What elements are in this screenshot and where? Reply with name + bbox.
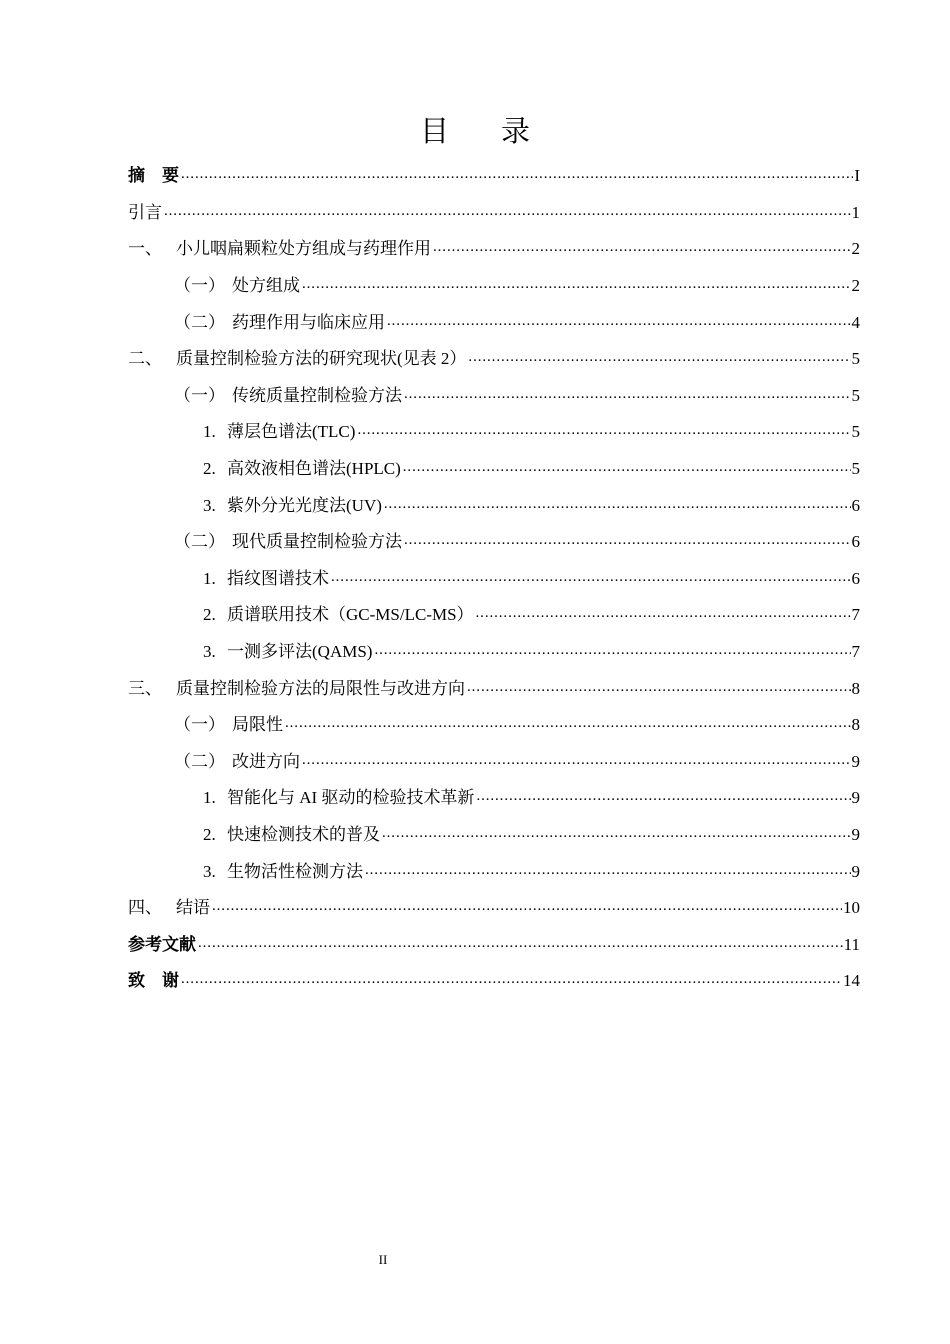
toc-entry-text: 快速检测技术的普及 — [227, 824, 380, 844]
toc-leader-dots — [384, 496, 851, 516]
page-title — [0, 114, 950, 150]
toc-entry[interactable] — [128, 597, 860, 634]
toc-entry[interactable] — [128, 304, 860, 341]
toc-entry-number: 2. — [203, 605, 216, 625]
toc-entry-label — [174, 752, 301, 772]
toc-leader-dots — [198, 935, 843, 955]
toc-entry-number: 1. — [203, 422, 216, 442]
toc-entry-label — [203, 459, 402, 479]
toc-entry-label — [174, 715, 284, 735]
toc-entry-number: 三、 — [128, 678, 162, 698]
toc-entry-page: 2 — [851, 276, 860, 296]
toc-entry-page: 11 — [843, 934, 860, 954]
toc-entry-label — [203, 605, 475, 625]
toc-entry-label — [128, 239, 432, 259]
toc-entry[interactable] — [128, 890, 860, 927]
toc-leader-dots — [181, 166, 853, 186]
toc-entry-number: 2. — [203, 824, 216, 844]
toc-entry-number: （二） — [174, 751, 225, 771]
toc-entry-page: 8 — [851, 678, 860, 698]
toc-entry-page: 4 — [851, 312, 860, 332]
toc-entry-page: 6 — [851, 532, 860, 552]
toc-leader-dots — [374, 642, 850, 662]
toc-entry-label — [203, 862, 364, 882]
toc-entry[interactable] — [128, 158, 860, 195]
toc-leader-dots — [382, 825, 851, 845]
toc-entry-text: 指纹图谱技术 — [227, 568, 329, 588]
toc-leader-dots — [331, 569, 851, 589]
toc-entry-page: 5 — [851, 422, 860, 442]
toc-entry-page: 7 — [851, 605, 860, 625]
toc-entry-label — [203, 496, 383, 516]
toc-entry-text: 质量控制检验方法的研究现状(见表 2） — [176, 349, 467, 369]
toc-entry-number: 1. — [203, 568, 216, 588]
toc-entry-label — [203, 569, 330, 589]
toc-entry-label — [203, 788, 475, 808]
toc-entry-page: 9 — [851, 824, 860, 844]
toc-leader-dots — [285, 715, 851, 735]
toc-entry[interactable] — [128, 561, 860, 598]
toc-entry-text: 摘 要 — [128, 166, 179, 186]
toc-entry[interactable] — [128, 231, 860, 268]
toc-entry-label — [128, 971, 180, 991]
toc-entry-text: 小儿咽扁颗粒处方组成与药理作用 — [176, 239, 431, 259]
toc-entry-number: 3. — [203, 495, 216, 515]
toc-entry-label — [128, 935, 197, 955]
toc-entry-page: 5 — [851, 349, 860, 369]
toc-entry-label — [128, 679, 466, 699]
table-of-contents — [128, 158, 860, 1000]
toc-entry-text: 处方组成 — [232, 276, 300, 296]
toc-entry-text: 现代质量控制检验方法 — [232, 532, 402, 552]
toc-entry-label — [203, 642, 373, 662]
toc-entry-page: 14 — [843, 971, 860, 991]
toc-entry-number: 二、 — [128, 349, 162, 369]
toc-entry-page: 9 — [851, 751, 860, 771]
toc-entry[interactable] — [128, 780, 860, 817]
toc-entry-text: 药理作用与临床应用 — [232, 312, 385, 332]
toc-leader-dots — [387, 313, 851, 333]
toc-entry-number: （二） — [174, 312, 225, 332]
toc-leader-dots — [476, 605, 851, 625]
toc-entry-page: 8 — [851, 715, 860, 735]
toc-leader-dots — [164, 203, 851, 223]
toc-entry[interactable] — [128, 451, 860, 488]
toc-entry-text: 生物活性检测方法 — [227, 861, 363, 881]
toc-entry-label — [174, 276, 301, 296]
toc-entry-page: 5 — [851, 385, 860, 405]
toc-leader-dots — [212, 898, 842, 918]
title-char-1: 目 — [419, 116, 449, 148]
toc-leader-dots — [365, 862, 851, 882]
toc-entry-page: 5 — [851, 459, 860, 479]
toc-entry-page: 7 — [851, 642, 860, 662]
toc-entry-text: 传统质量控制检验方法 — [232, 385, 402, 405]
toc-leader-dots — [476, 788, 850, 808]
toc-entry[interactable] — [128, 817, 860, 854]
toc-entry-number: （二） — [174, 532, 225, 552]
toc-leader-dots — [404, 532, 851, 552]
toc-entry-text: 结语 — [176, 898, 210, 918]
toc-leader-dots — [302, 752, 851, 772]
toc-entry-number: （一） — [174, 385, 225, 405]
toc-entry-page: I — [854, 166, 860, 186]
toc-entry-number: 2. — [203, 459, 216, 479]
toc-entry[interactable] — [128, 341, 860, 378]
toc-entry-label — [128, 166, 180, 186]
toc-entry-page: 10 — [843, 898, 860, 918]
toc-entry-label — [174, 532, 403, 552]
toc-entry[interactable] — [128, 853, 860, 890]
toc-leader-dots — [357, 422, 850, 442]
toc-entry[interactable] — [128, 195, 860, 232]
toc-entry-text: 高效液相色谱法(HPLC) — [227, 459, 401, 479]
title-char-2: 录 — [501, 116, 531, 148]
toc-entry-number: （一） — [174, 715, 225, 735]
toc-entry-number: （一） — [174, 276, 225, 296]
toc-entry-page: 6 — [851, 568, 860, 588]
toc-leader-dots — [467, 679, 851, 699]
toc-entry-text: 致 谢 — [128, 971, 179, 991]
toc-leader-dots — [468, 349, 850, 369]
toc-entry-text: 改进方向 — [232, 751, 300, 771]
toc-leader-dots — [403, 459, 851, 479]
toc-entry-number: 1. — [203, 788, 216, 808]
toc-entry-page: 2 — [851, 239, 860, 259]
toc-entry-label — [128, 898, 211, 918]
toc-entry-label — [203, 422, 356, 442]
toc-entry[interactable] — [128, 670, 860, 707]
toc-entry-label — [128, 203, 163, 223]
toc-entry[interactable] — [128, 926, 860, 963]
toc-entry-text: 质量控制检验方法的局限性与改进方向 — [176, 678, 465, 698]
toc-entry-text: 局限性 — [232, 715, 283, 735]
toc-entry-text: 参考文献 — [128, 934, 196, 954]
toc-entry-page: 6 — [851, 495, 860, 515]
toc-entry-page: 9 — [851, 861, 860, 881]
toc-entry-text: 一测多评法(QAMS) — [227, 642, 373, 662]
toc-entry-text: 质谱联用技术（GC-MS/LC-MS） — [227, 605, 474, 625]
toc-entry[interactable] — [128, 378, 860, 415]
toc-entry-label — [174, 313, 386, 333]
toc-entry-page: 9 — [851, 788, 860, 808]
toc-entry[interactable] — [128, 707, 860, 744]
toc-entry-text: 紫外分光光度法(UV) — [227, 495, 382, 515]
toc-leader-dots — [302, 276, 851, 296]
toc-leader-dots — [433, 239, 851, 259]
toc-entry[interactable] — [128, 963, 860, 1000]
toc-entry-text: 智能化与 AI 驱动的检验技术革新 — [227, 788, 475, 808]
toc-entry-text: 引言 — [128, 202, 162, 222]
toc-leader-dots — [404, 386, 851, 406]
toc-entry[interactable] — [128, 414, 860, 451]
toc-entry-number: 3. — [203, 642, 216, 662]
toc-entry[interactable] — [128, 744, 860, 781]
toc-entry-label — [128, 349, 467, 369]
toc-entry[interactable] — [128, 524, 860, 561]
toc-entry[interactable] — [128, 487, 860, 524]
toc-entry[interactable] — [128, 268, 860, 305]
toc-entry-page: 1 — [851, 202, 860, 222]
toc-entry-number: 3. — [203, 861, 216, 881]
toc-entry-number: 四、 — [128, 898, 162, 918]
toc-entry-number: 一、 — [128, 239, 162, 259]
toc-entry-label — [174, 386, 403, 406]
page-number-footer: II — [378, 1252, 388, 1267]
toc-entry-text: 薄层色谱法(TLC) — [227, 422, 356, 442]
toc-entry-label — [203, 825, 381, 845]
toc-entry[interactable] — [128, 634, 860, 671]
toc-leader-dots — [181, 971, 842, 991]
